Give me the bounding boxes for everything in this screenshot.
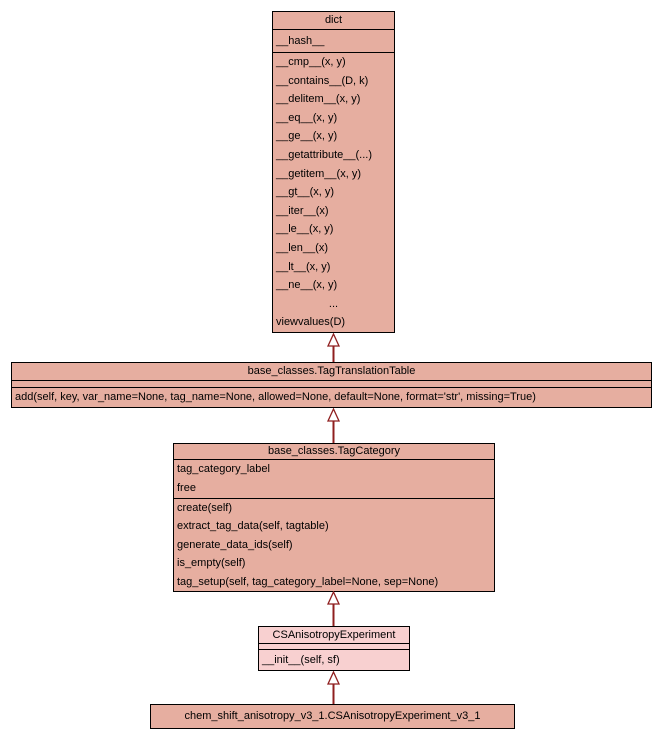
- class-title: dict: [273, 12, 394, 30]
- method-row: __delitem__(x, y): [276, 93, 361, 106]
- class-box-csanisotropyexperiment-v3-1[interactable]: [150, 704, 515, 729]
- methods-compartment: [12, 388, 651, 407]
- attribute-row: __hash__: [276, 35, 325, 47]
- method-row: __init__(self, sf): [262, 654, 340, 666]
- method-row: __iter__(x): [276, 204, 329, 217]
- attribute-row: tag_category_label: [177, 463, 270, 475]
- attribute-row: free: [177, 482, 196, 494]
- attributes-compartment: [174, 460, 494, 499]
- method-row: __len__(x): [276, 241, 328, 254]
- method-row: add(self, key, var_name=None, tag_name=None, allowed=None, default=None, format='str', missing=True): [15, 391, 536, 403]
- class-box-tagtranslationtable[interactable]: [11, 362, 652, 408]
- method-row: is_empty(self): [177, 557, 246, 570]
- method-row: extract_tag_data(self, tagtable): [177, 520, 329, 533]
- method-row: __cmp__(x, y): [276, 56, 346, 68]
- method-row: __eq__(x, y): [276, 111, 338, 124]
- methods-compartment: [174, 499, 494, 591]
- class-box-csanisotropyexperiment[interactable]: [258, 626, 410, 671]
- method-row: __lt__(x, y): [276, 260, 331, 273]
- method-row: __le__(x, y): [276, 223, 334, 236]
- method-row: create(self): [177, 502, 233, 514]
- class-box-tagcategory[interactable]: [173, 443, 495, 592]
- class-title: chem_shift_anisotropy_v3_1.CSAnisotropyExperiment_v3_1: [184, 710, 481, 722]
- method-row: __ge__(x, y): [276, 130, 338, 143]
- method-row: __gt__(x, y): [276, 186, 335, 199]
- inheritance-arrow-icon: [326, 671, 341, 704]
- methods-compartment: [273, 53, 394, 332]
- method-row: __ne__(x, y): [276, 279, 338, 292]
- inheritance-arrow-icon: [326, 333, 341, 363]
- method-row: __getattribute__(...): [276, 148, 373, 161]
- class-box-dict[interactable]: [272, 11, 395, 333]
- methods-compartment: [259, 650, 409, 670]
- attributes-compartment: [273, 30, 394, 53]
- inheritance-arrow-icon: [326, 591, 341, 626]
- ellipsis-row: ...: [328, 297, 339, 310]
- attributes-compartment: [12, 381, 651, 388]
- method-row: viewvalues(D): [276, 316, 346, 329]
- class-title: base_classes.TagCategory: [174, 444, 494, 460]
- class-title: base_classes.TagTranslationTable: [12, 363, 651, 381]
- inheritance-arrow-icon: [326, 408, 341, 444]
- method-row: generate_data_ids(self): [177, 538, 293, 551]
- method-row: __contains__(D, k): [276, 74, 369, 87]
- method-row: __getitem__(x, y): [276, 167, 361, 180]
- method-row: tag_setup(self, tag_category_label=None, sep=None): [177, 575, 439, 588]
- class-title: CSAnisotropyExperiment: [259, 627, 409, 644]
